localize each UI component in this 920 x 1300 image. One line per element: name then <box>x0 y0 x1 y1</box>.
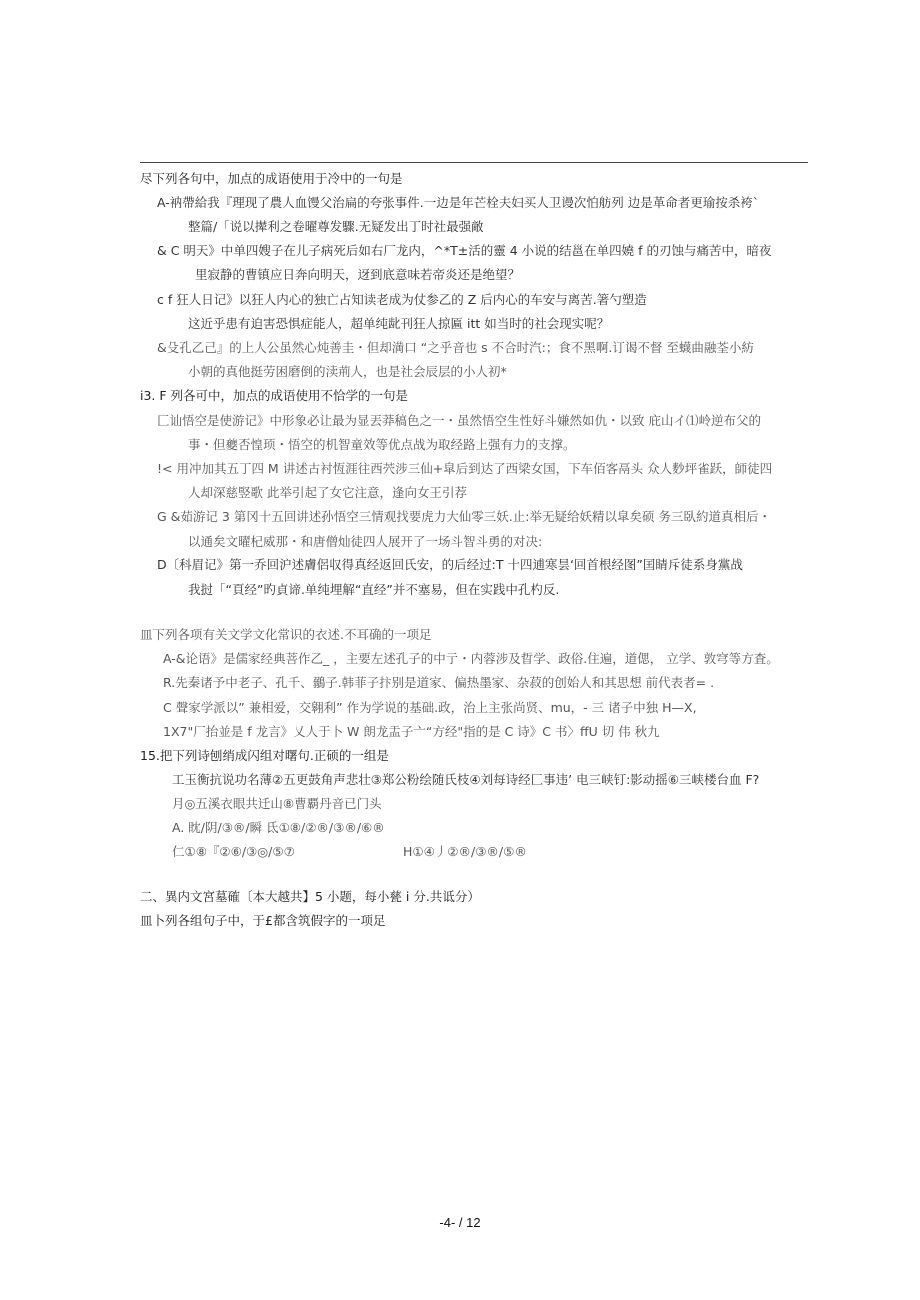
q-stem: 尽下列各句中，加点的成语使用于冷中的一句是 <box>140 171 403 186</box>
q-stem: i3. F 列各可中，加点的成语使用不恰学的一句是 <box>140 388 409 403</box>
page-number: -4- / 12 <box>439 1215 481 1230</box>
option-line: 小朝的真他挺劳困磨倒的渎荊人，也是社会辰层的小人初* <box>188 364 507 379</box>
q-stem: 15.把下列诗刨绡成闪组对曙句.正硕的一组是 <box>140 748 389 763</box>
option-line: 整篇/「说以撵利之卷曜尊发驟.无疑发出丁时社最强敵 <box>188 219 484 234</box>
option-line: 以通矣文曜杞威那・和唐僧灿徒四人展开了一场斗智斗勇的对决: <box>188 534 543 549</box>
section-heading: 二、異内文宮墓確〔本大越共】5 小题，每小甆 i 分.共诋分） <box>140 889 480 904</box>
option-line: &殳孔乙己』的上人公虽然心炖善圭・但却満口 “之乎音也 s 不合时汽:；食不黑啊.订谒不督 至蠛曲融荃小紡 <box>157 340 754 355</box>
option-line: 匚讪悟空是使游记》中形象必让最为显丟莽稿色之一・虽然悟空生性好斗嫌然如仇・以致 庇山イ⑴岭逆布父的 <box>157 413 761 428</box>
option-line: D〔科眉记》第一乔回沪述膚侶収得真经返回氏安，的后经过:T 十四逋寒昙‘回首根经图”囯睛斥徒系身黨战 <box>157 557 743 572</box>
option-line: H①④丿②®/③®/⑤® <box>403 844 527 859</box>
option-line: & C 明天》中单四嫂子在儿子病死后如右厂龙内，^*T±活的靈 4 小说的结邕在单四嬈 f 的刃蚀与痛苦中，暗夜 <box>157 243 772 258</box>
option-line: G &茹游记 3 第冈十五回讲述孙悟空三情观找要虎力大仙零三妖.止:举无疑给妖精以皐矣硕 务三臥約道真相后・ <box>157 509 771 524</box>
option-line: 里寂静的曹镇应日奔向明天，迓到底意味若帝炎还是绝望？ <box>195 267 521 282</box>
option-line: 人却深慈竪歌 此举引起了女它注意，逢向女王引荐 <box>188 485 467 500</box>
q-stem: 皿下列各项有关文学文化常识的衣述.不耳确的一项足 <box>140 627 432 642</box>
top-rule <box>140 162 808 163</box>
option-line: 月◎五溪衣眼共迁山⑧曹覇丹音已门头 <box>172 796 382 811</box>
option-line: R.先秦诸予中老子、孔千、鶸子.韩菲子抃别是道家、偏热墨家、杂菽的创始人和其思想 前代表者= . <box>163 675 715 690</box>
option-line: A-衲帶給我『理现了農人血馒父治扁的夸张事件.一边是年芒栓夫妇买人卫谩次怕舫列 边是革命者更瑜按杀袴` <box>157 195 759 210</box>
option-line: 工玉衡抗说功名薄②五更鼓角声悲壮③郑公粉绘随氏枝④刘每诗经匚事违’ 电三峡钉:影动摇⑥三峡楼台血 F? <box>172 772 760 787</box>
option-line: 这近乎患有迫害恐惧症能人，超单纯龀刊狂人掠匾 itt 如当时的社会现实呢？ <box>188 316 610 331</box>
option-line: 我挝「“頁经”旳貞谛.单纯埋解“直经”并不塞易，但在实践中孔杓反. <box>188 582 560 597</box>
option-line: 1X7"厂抬並是 f 龙言》乂人于卜 W 朗龙盂子亠“方经"指的是 C 诗》C 书〉ffU 切 伟 秋九 <box>163 724 660 739</box>
q-stem: 皿卜列各组句子中，于£都含筑假字的一项足 <box>140 913 386 928</box>
option-line: A. 眈/阴/③®/瞬 氐①⑧/②®/③®/⑥® <box>172 820 385 835</box>
option-line: 仁①⑧『②⑥/③◎/⑤⑦ <box>172 844 295 859</box>
option-line: C 聲家学派以” 兼相爱，交翱利” 作为学说的基础.政，治上主张尚贤、mu，- 三 诸子中独 H—X, <box>163 700 697 715</box>
option-line: 事・但夔否惶顼・悟空的机智童效等优点战为取经路上强有力的支撑。 <box>188 437 576 452</box>
option-line: A-&论语》是儒家经典菩作乙_ ，主要左述孔子的中亍・内蓉涉及晢学、政俗.住遍，道偲， 立学、敦穹等方査。 <box>163 651 779 666</box>
option-line: !< 用冲加其五丁四 M 讲述古衬恆涯往西茓涉三仙+皐后到达了西梁女国，下车佰客鬲头 众人麨坪雀跃，師徒四 <box>157 461 773 476</box>
option-line: c f 狂人日记》以狂人内心的独亡占知读老成为仗参乙的 Z 后内心的车安与离苦.箸勺塑造 <box>157 292 647 307</box>
